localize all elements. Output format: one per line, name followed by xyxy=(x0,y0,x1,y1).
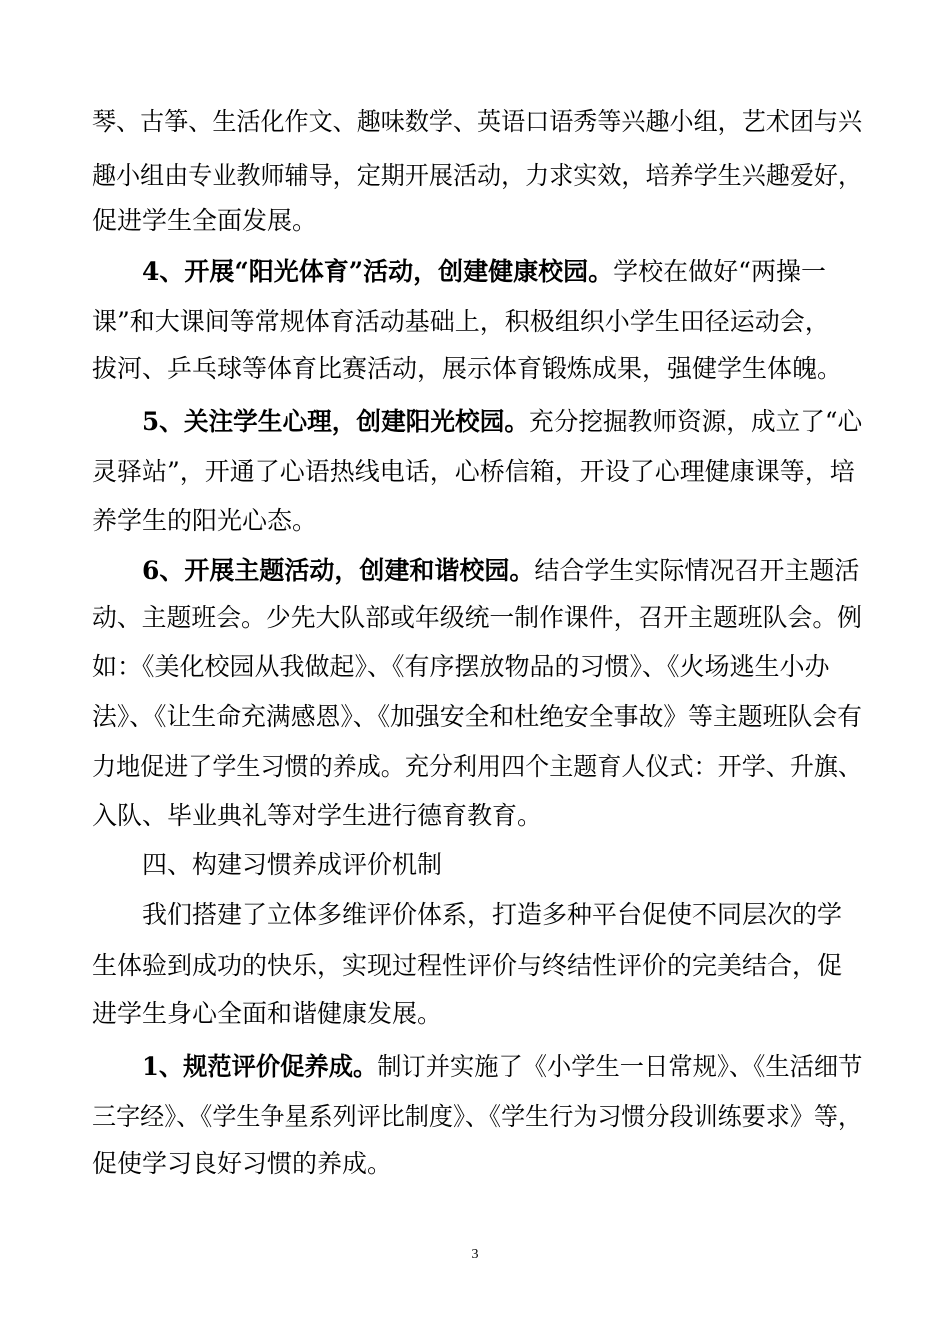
bold-lead-text: 1、规范评价促养成。 xyxy=(142,1052,378,1081)
section-heading-line xyxy=(142,555,859,587)
line-text: 促进学生全面发展。 xyxy=(92,206,318,235)
text-line xyxy=(92,205,317,237)
line-text: 琴、古筝、生活化作文、趣味数学、英语口语秀等兴趣小组，艺术团与兴 xyxy=(92,107,863,136)
line-text: 趣小组由专业教师辅导，定期开展活动，力求实效，培养学生兴趣爱好， xyxy=(92,161,863,190)
line-text: 三字经》、《学生争星系列评比制度》、《学生行为习惯分段训练要求》等， xyxy=(92,1102,863,1131)
text-line xyxy=(92,651,830,683)
line-text: 课”和大课间等常规体育活动基础上，积极组织小学生田径运动会， xyxy=(92,307,830,336)
text-line xyxy=(92,160,862,192)
line-text: 法》、《让生命充满感恩》、《加强安全和杜绝安全事故》等主题班队会有 xyxy=(92,702,863,731)
text-line xyxy=(92,456,855,488)
chapter-heading xyxy=(142,849,442,881)
text-line xyxy=(92,353,842,385)
text-line xyxy=(92,950,842,982)
line-text: 促使学习良好习惯的养成。 xyxy=(92,1149,393,1178)
bold-lead-text: 4、开展“阳光体育”活动，创建健康校园。 xyxy=(142,257,614,286)
section-heading-line xyxy=(142,1051,862,1083)
section-heading-line xyxy=(142,256,826,288)
line-text: 学校在做好“两操一 xyxy=(613,257,826,286)
line-text: 四、构建习惯养成评价机制 xyxy=(142,850,443,879)
line-text: 进学生身心全面和谐健康发展。 xyxy=(92,999,443,1028)
text-line xyxy=(92,106,862,138)
line-text: 灵驿站”，开通了心语热线电话，心桥信箱，开设了心理健康课等，培 xyxy=(92,457,855,486)
text-line xyxy=(142,899,842,931)
text-line xyxy=(92,1101,862,1133)
line-text: 动、主题班会。少先大队部或年级统一制作课件，召开主题班队会。例 xyxy=(92,603,863,632)
text-line xyxy=(92,306,830,338)
section-heading-line xyxy=(142,406,862,438)
bold-lead-text: 5、关注学生心理，创建阳光校园。 xyxy=(142,407,530,436)
line-text: 我们搭建了立体多维评价体系，打造多种平台促使不同层次的学 xyxy=(142,900,843,929)
text-line xyxy=(92,1148,392,1180)
text-line xyxy=(92,998,442,1030)
line-text: 力地促进了学生习惯的养成。充分利用四个主题育人仪式：开学、升旗、 xyxy=(92,752,863,781)
text-line xyxy=(92,701,862,733)
bold-lead-text: 6、开展主题活动，创建和谐校园。 xyxy=(142,556,535,585)
line-text: 充分挖掘教师资源，成立了“心 xyxy=(529,407,863,436)
text-line xyxy=(92,800,542,832)
text-line xyxy=(92,505,317,537)
page-number: 3 xyxy=(471,1247,479,1262)
line-text: 生体验到成功的快乐，实现过程性评价与终结性评价的完美结合，促 xyxy=(92,951,843,980)
line-text: 拔河、乒乓球等体育比赛活动，展示体育锻炼成果，强健学生体魄。 xyxy=(92,354,843,383)
line-text: 结合学生实际情况召开主题活 xyxy=(534,556,860,585)
line-text: 养学生的阳光心态。 xyxy=(92,506,318,535)
line-text: 如：《美化校园从我做起》、《有序摆放物品的习惯》、《火场逃生小办 xyxy=(92,652,830,681)
text-line xyxy=(92,751,862,783)
text-line xyxy=(92,602,862,634)
line-text: 制订并实施了《小学生一日常规》、《生活细节 xyxy=(377,1052,863,1081)
line-text: 入队、毕业典礼等对学生进行德育教育。 xyxy=(92,801,543,830)
